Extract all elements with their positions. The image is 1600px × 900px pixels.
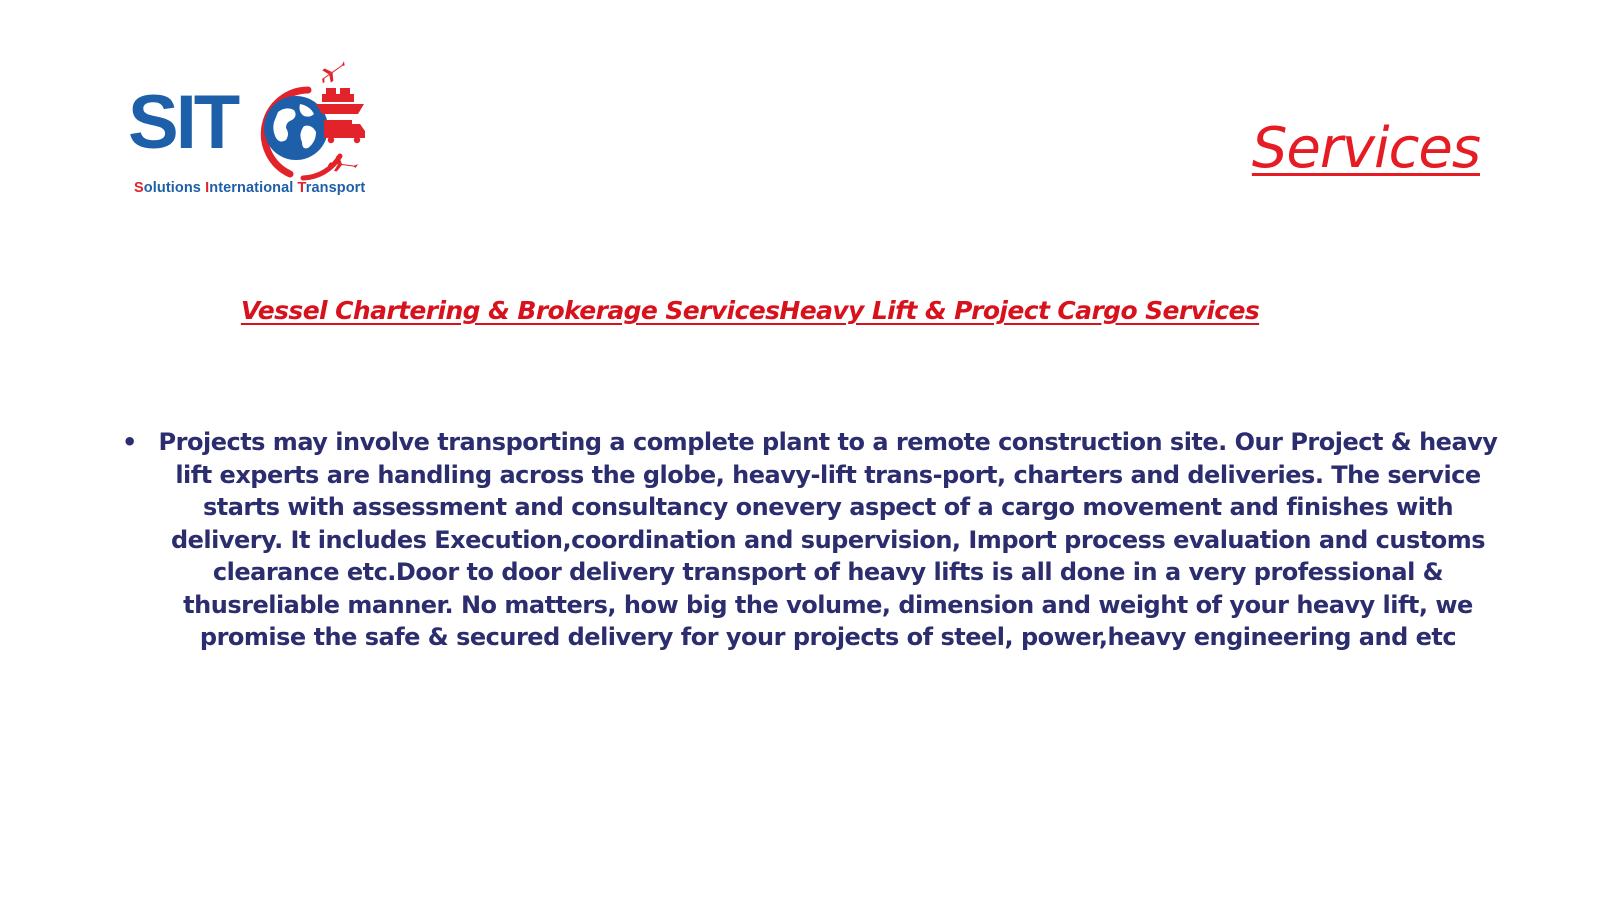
page-title: Services <box>1251 116 1480 181</box>
content-body <box>120 426 1500 654</box>
bullet-text: Projects may involve transporting a complete plant to a remote construction site. Our Project & heavy lift experts are handling across the globe, heavy-lift trans-port, charters and deliveries. The service starts with assessment and consultancy onevery aspect of a cargo movement and finishes with delivery. It includes Execution,coordination and supervision, Import process evaluation and customs clearance etc.Door to door delivery transport of heavy lifts is all done in a very professional & thusreliable manner. No matters, how big the volume, dimension and weight of your heavy lift, we promise the safe & secured delivery for your projects of steel, power,heavy engineering and etc <box>158 428 1498 651</box>
section-subtitle: Vessel Chartering & Brokerage ServicesHeavy Lift & Project Cargo Services <box>240 296 1260 325</box>
tagline-letter: S <box>134 180 144 196</box>
logo-tagline <box>134 180 365 196</box>
tagline-letter: I <box>205 180 210 196</box>
airplane-icon <box>317 60 350 87</box>
truck-icon <box>324 120 365 143</box>
company-logo <box>128 60 390 208</box>
tagline-word: ransport <box>305 180 366 196</box>
bullet-icon: • <box>122 428 137 456</box>
bullet-list <box>120 426 1500 654</box>
tagline-word: nternational <box>209 180 298 196</box>
tagline-letter: T <box>297 180 306 196</box>
logo-wordmark: SIT <box>128 80 238 165</box>
ship-icon <box>316 88 364 114</box>
tagline-word: olutions <box>143 180 206 196</box>
list-item <box>120 426 1500 654</box>
